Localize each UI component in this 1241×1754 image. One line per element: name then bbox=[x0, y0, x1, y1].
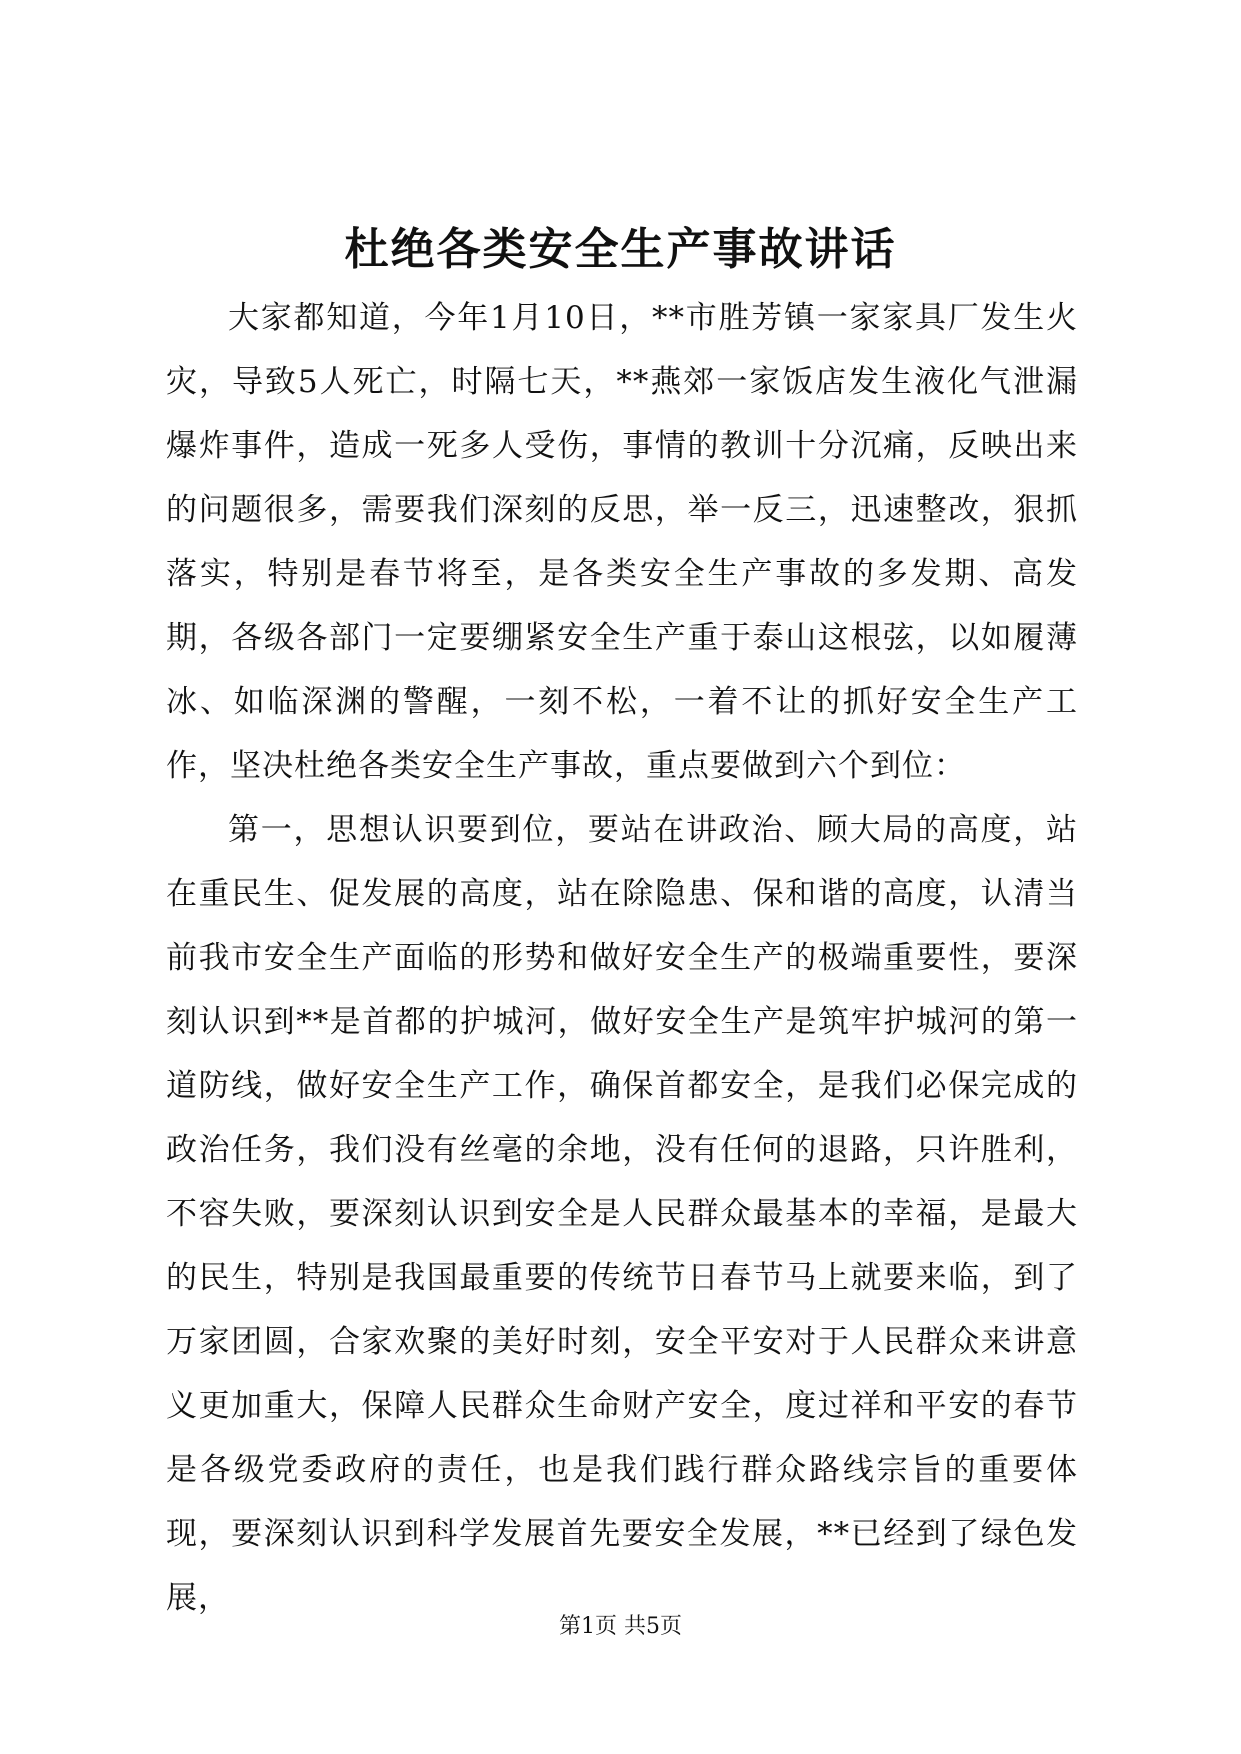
document-title: 杜绝各类安全生产事故讲话 bbox=[344, 224, 897, 275]
paragraph-intro: 大家都知道，今年1月10日，**市胜芳镇一家家具厂发生火灾，导致5人死亡，时隔七天，**燕郊一家饭店发生液化气泄漏爆炸事件，造成一死多人受伤，事情的教训十分沉痛，反映出来的问题很多，需要我们深刻的反思，举一反三，迅速整改，狠抓落实，特别是春节将至，是各类安全生产事故的多发期、高发期，各级各部门一定要绷紧安全生产重于泰山这根弦，以如履薄冰、如临深渊的警醒，一刻不松，一着不让的抓好安全生产工作，坚决杜绝各类安全生产事故，重点要做到六个到位： bbox=[166, 300, 1078, 784]
paragraph-first-point: 第一，思想认识要到位，要站在讲政治、顾大局的高度，站在重民生、促发展的高度，站在除隐患、保和谐的高度，认清当前我市安全生产面临的形势和做好安全生产的极端重要性，要深刻认识到**是首都的护城河，做好安全生产是筑牢护城河的第一道防线，做好安全生产工作，确保首都安全，是我们必保完成的政治任务，我们没有丝毫的余地，没有任何的退路，只许胜利，不容失败，要深刻认识到安全是人民群众最基本的幸福，是最大的民生，特别是我国最重要的传统节日春节马上就要来临，到了万家团圆，合家欢聚的美好时刻，安全平安对于人民群众来讲意义更加重大，保障人民群众生命财产安全，度过祥和平安的春节是各级党委政府的责任，也是我们践行群众路线宗旨的重要体现，要深刻认识到科学发展首先要安全发展，**已经到了绿色发展， bbox=[166, 812, 1078, 1616]
page-number-footer: 第1页 共5页 bbox=[559, 1614, 682, 1639]
document-body bbox=[166, 286, 1078, 1630]
